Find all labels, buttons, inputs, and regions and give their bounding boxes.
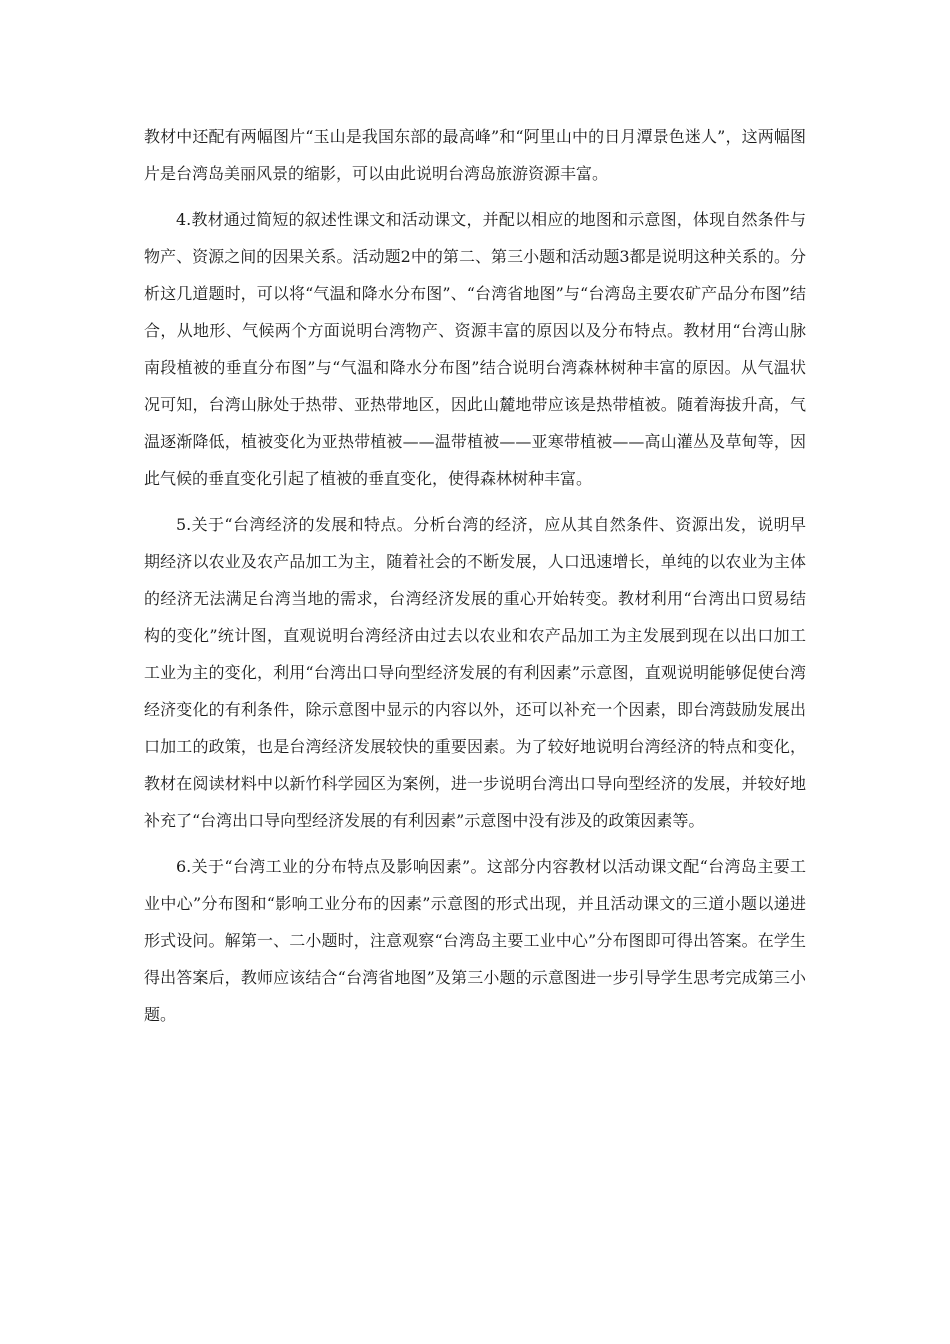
paragraph-4: 6.关于“台湾工业的分布特点及影响因素”。这部分内容教材以活动课文配“台湾岛主要工业中心”分布图和“影响工业分布的因素”示意图的形式出现，并且活动课文的三道小题以递进形式设问。解第一、二小题时，注意观察“台湾岛主要工业中心”分布图即可得出答案。在学生得出答案后，教师应该结合“台湾省地图”及第三小题的示意图进一步引导学生思考完成第三小题。 xyxy=(144,857,806,1024)
paragraph-3: 5.关于“台湾经济的发展和特点。分析台湾的经济，应从其自然条件、资源出发，说明早期经济以农业及农产品加工为主，随着社会的不断发展，人口迅速增长，单纯的以农业为主体的经济无法满足台湾当地的需求，台湾经济发展的重心开始转变。教材利用“台湾出口贸易结构的变化”统计图，直观说明台湾经济由过去以农业和农产品加工为主发展到现在以出口加工工业为主的变化，利用“台湾出口导向型经济发展的有利因素”示意图，直观说明能够促使台湾经济变化的有利条件，除示意图中显示的内容以外，还可以补充一个因素，即台湾鼓励发展出口加工的政策，也是台湾经济发展较快的重要因素。为了较好地说明台湾经济的特点和变化，教材在阅读材料中以新竹科学园区为案例，进一步说明台湾出口导向型经济的发展，并较好地补充了“台湾出口导向型经济发展的有利因素”示意图中没有涉及的政策因素等。 xyxy=(144,515,806,830)
document-body xyxy=(144,118,806,1042)
paragraph-1: 教材中还配有两幅图片“玉山是我国东部的最高峰”和“阿里山中的日月潭景色迷人”，这两幅图片是台湾岛美丽风景的缩影，可以由此说明台湾岛旅游资源丰富。 xyxy=(144,127,806,183)
paragraph-2: 4.教材通过简短的叙述性课文和活动课文，并配以相应的地图和示意图，体现自然条件与物产、资源之间的因果关系。活动题2中的第二、第三小题和活动题3都是说明这种关系的。分析这几道题时，可以将“气温和降水分布图”、“台湾省地图”与“台湾岛主要农矿产品分布图”结合，从地形、气候两个方面说明台湾物产、资源丰富的原因以及分布特点。教材用“台湾山脉南段植被的垂直分布图”与“气温和降水分布图”结合说明台湾森林树种丰富的原因。从气温状况可知，台湾山脉处于热带、亚热带地区，因此山麓地带应该是热带植被。随着海拔升高，气温逐渐降低，植被变化为亚热带植被——温带植被——亚寒带植被——高山灌丛及草甸等，因此气候的垂直变化引起了植被的垂直变化，使得森林树种丰富。 xyxy=(144,210,806,488)
